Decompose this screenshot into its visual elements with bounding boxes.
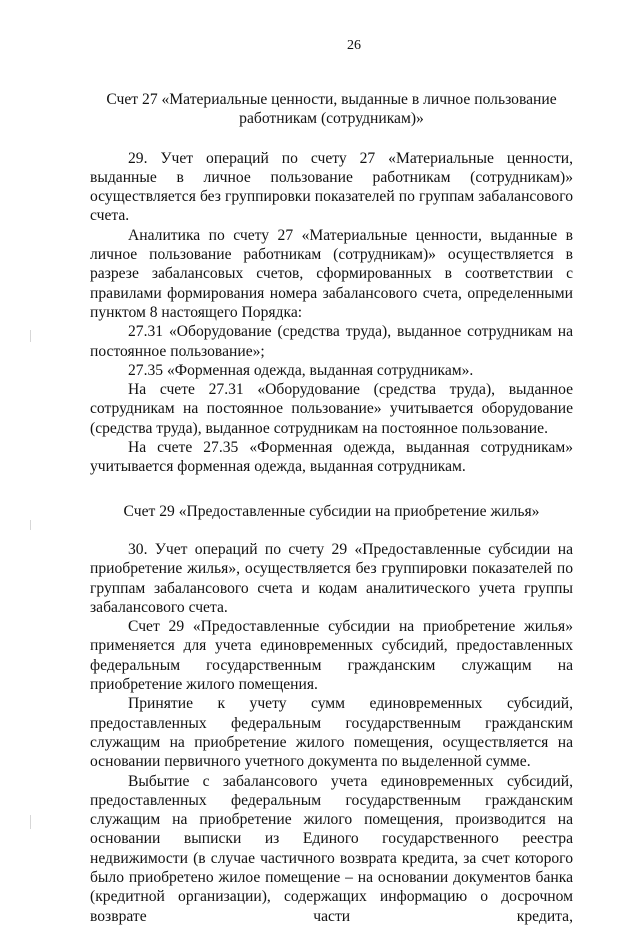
section-heading-account-27: Счет 27 «Материальные ценности, выданные в личное пользование работникам (сотрудникам)»: [106, 91, 557, 128]
paragraph: На счете 27.35 «Форменная одежда, выданная сотрудникам» учитывается форменная одежда, выданная сотрудникам.: [90, 439, 573, 476]
paragraph: Выбытие с забалансового учета единовременных субсидий, предоставленных федеральным государственным гражданским служащим на приобретение жилого помещения, производится на основании выписки из Единого государственного реестра недвижимости (в случае частичного возврата кредита, за счет которого было приобретено жилое помещение – на основании документов банка (кредитной организации), содержащих информацию о досрочном возврате части кредита,: [90, 772, 573, 925]
paragraph: Счет 29 «Предоставленные субсидии на приобретение жилья» применяется для учета единовременных субсидий, предоставленных федеральным государственным гражданским служащим на приобретение жилого помещения.: [90, 618, 573, 694]
paragraph: 29. Учет операций по счету 27 «Материальные ценности, выданные в личное пользование работникам (сотрудникам)» осуществляется без группировки показателей по группам забалансового счета.: [90, 149, 573, 225]
paragraph: Принятие к учету сумм единовременных субсидий, предоставленных федеральным государственным гражданским служащим на приобретение жилого помещения, осуществляется на основании первичного учетного документа по выделенной сумме.: [90, 695, 573, 771]
scan-margin-mark: [30, 815, 31, 829]
paragraph: Аналитика по счету 27 «Материальные ценности, выданные в личное пользование работникам (сотрудникам)» осуществляется в разрезе забалансовых счетов, сформированных в соответствии с правилами формирования номера забалансового счета, определенными пунктом 8 настоящего Порядка:: [90, 226, 573, 321]
paragraph: На счете 27.31 «Оборудование (средства труда), выданное сотрудникам на постоянное пользование» учитывается оборудование (средства труда), выданное сотрудникам на постоянное пользование.: [90, 381, 573, 437]
paragraph: 27.35 «Форменная одежда, выданная сотрудникам».: [128, 361, 474, 379]
scan-margin-mark: [30, 520, 31, 530]
document-body: [90, 90, 573, 926]
paragraph: 30. Учет операций по счету 29 «Предоставленные субсидии на приобретение жилья», осуществляется без группировки показателей по группам забалансового счета и кодам аналитического учета группы забалансового счета.: [90, 540, 573, 616]
page-number: 26: [347, 38, 361, 53]
section-heading-account-29: Счет 29 «Предоставленные субсидии на приобретение жилья»: [123, 502, 540, 520]
paragraph: 27.31 «Оборудование (средства труда), выданное сотрудникам на постоянное пользование»;: [90, 323, 573, 360]
scan-margin-mark: [30, 330, 31, 342]
